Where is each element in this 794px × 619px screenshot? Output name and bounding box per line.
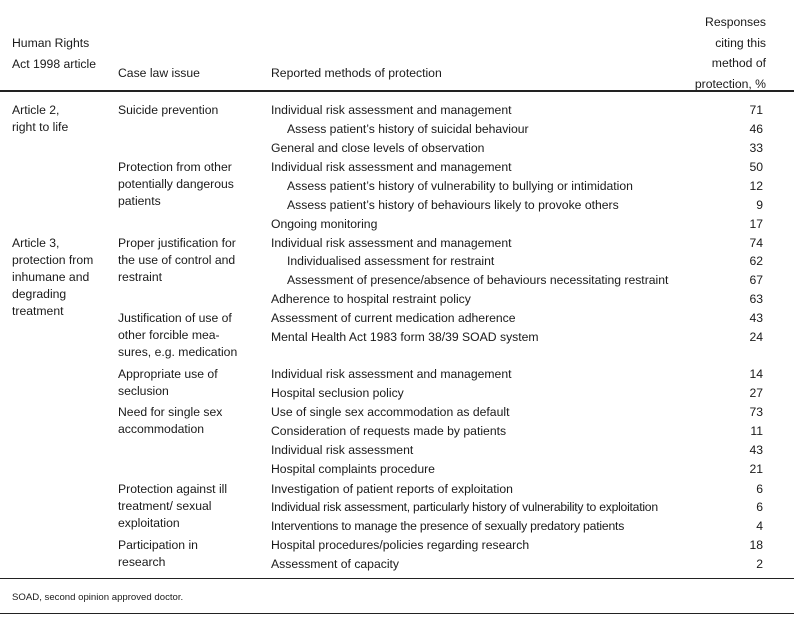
header-article-line: Human Rights (12, 36, 90, 50)
method: Individual risk assessment and management (271, 103, 512, 117)
percent: 50 (749, 160, 763, 174)
percent: 4 (756, 519, 763, 533)
percent: 11 (750, 424, 763, 438)
percent: 46 (749, 122, 763, 136)
issue-forcible-measures (118, 310, 237, 361)
issue-line: Proper justification for (118, 236, 236, 250)
header-responses-line: Responses (705, 15, 766, 29)
method: Hospital complaints procedure (271, 462, 435, 476)
issue-line: potentially dangerous (118, 177, 234, 191)
issue-research (118, 537, 198, 571)
percent: 62 (749, 254, 763, 268)
issue-restraint (118, 235, 236, 286)
header-case-law: Case law issue (118, 66, 200, 80)
percent: 9 (756, 198, 763, 212)
article-3 (12, 235, 93, 320)
method: Investigation of patient reports of exploitation (271, 482, 513, 496)
method: Assessment of presence/absence of behaviours necessitating restraint (287, 273, 669, 287)
method: Ongoing monitoring (271, 217, 378, 231)
method: Assessment of current medication adherence (271, 311, 516, 325)
method: Hospital seclusion policy (271, 386, 404, 400)
article-line: treatment (12, 304, 64, 318)
issue-line: Participation in (118, 538, 198, 552)
percent: 27 (749, 386, 763, 400)
percent: 18 (749, 538, 763, 552)
header-article-line: Act 1998 article (12, 56, 97, 71)
header-responses-line: method of (711, 56, 766, 70)
header-responses (695, 12, 766, 94)
method: Individual risk assessment and management (271, 236, 512, 250)
issue-line: Appropriate use of (118, 367, 218, 381)
percent: 73 (749, 405, 763, 419)
method: Individual risk assessment, particularly history of vulnerability to exploitation (271, 500, 658, 514)
header-responses-line: protection, % (694, 76, 766, 91)
method: Consideration of requests made by patients (271, 424, 507, 438)
issue-line: restraint (118, 270, 163, 284)
percent: 43 (749, 311, 763, 325)
percent: 6 (756, 482, 763, 496)
method: Individual risk assessment and management (271, 160, 512, 174)
method: Hospital procedures/policies regarding research (271, 538, 530, 552)
issue-line: Protection from other (118, 160, 232, 174)
bottom-rule (0, 578, 794, 579)
percent: 6 (756, 500, 763, 514)
article-line: protection from (12, 253, 94, 267)
percent: 2 (756, 557, 763, 571)
issue-line: treatment/ sexual (118, 499, 212, 513)
issue-line: Protection against ill (118, 482, 228, 496)
issue-line: accommodation (118, 422, 205, 436)
percent: 17 (749, 217, 763, 231)
percent: 63 (749, 292, 763, 306)
issue-line: sures, e.g. medication (118, 345, 238, 359)
issue-line: the use of control and (118, 253, 236, 267)
percent: 71 (749, 103, 763, 117)
issue-line: Suicide prevention (118, 103, 219, 117)
method: Assess patient’s history of behaviours likely to provoke others (287, 198, 619, 212)
article-line: right to life (12, 120, 69, 134)
issue-single-sex (118, 404, 222, 438)
issue-suicide-prevention (118, 102, 218, 119)
article-line: inhumane and (12, 270, 90, 284)
method: Adherence to hospital restraint policy (271, 292, 471, 306)
article-2 (12, 102, 68, 136)
footer-rule (0, 613, 794, 614)
percent: 74 (749, 236, 763, 250)
header-rule (0, 90, 794, 92)
method: Mental Health Act 1983 form 38/39 SOAD system (271, 330, 539, 344)
percent: 14 (749, 367, 763, 381)
header-article (12, 33, 96, 74)
percent: 67 (749, 273, 763, 287)
issue-seclusion (118, 366, 218, 400)
issue-line: Need for single sex (118, 405, 223, 419)
percent: 21 (749, 462, 763, 476)
header-methods: Reported methods of protection (271, 66, 442, 80)
method: Assessment of capacity (271, 557, 400, 571)
issue-line: Justification of use of (118, 311, 232, 325)
method: Interventions to manage the presence of sexually predatory patients (271, 519, 625, 533)
percent: 12 (749, 179, 763, 193)
method: General and close levels of observation (271, 141, 485, 155)
percent: 33 (749, 141, 763, 155)
method: Use of single sex accommodation as default (271, 405, 510, 419)
percent: 43 (749, 443, 763, 457)
article-line: degrading (12, 287, 67, 301)
header-responses-line: citing this (715, 35, 766, 50)
issue-protection-dangerous (118, 159, 234, 210)
method: Assess patient’s history of suicidal behaviour (287, 122, 529, 136)
issue-line: patients (118, 194, 161, 208)
issue-line: seclusion (118, 384, 169, 398)
method: Individual risk assessment (271, 443, 414, 457)
issue-line: exploitation (118, 516, 180, 530)
percent: 24 (749, 330, 763, 344)
article-line: Article 3, (12, 236, 60, 250)
method: Individual risk assessment and management (271, 367, 512, 381)
issue-exploitation (118, 481, 227, 532)
footnote: SOAD, second opinion approved doctor. (12, 592, 184, 603)
issue-line: other forcible mea- (118, 328, 220, 342)
method: Assess patient’s history of vulnerability to bullying or intimidation (287, 179, 633, 193)
method: Individualised assessment for restraint (287, 254, 495, 268)
issue-line: research (118, 555, 166, 569)
article-line: Article 2, (12, 103, 60, 117)
